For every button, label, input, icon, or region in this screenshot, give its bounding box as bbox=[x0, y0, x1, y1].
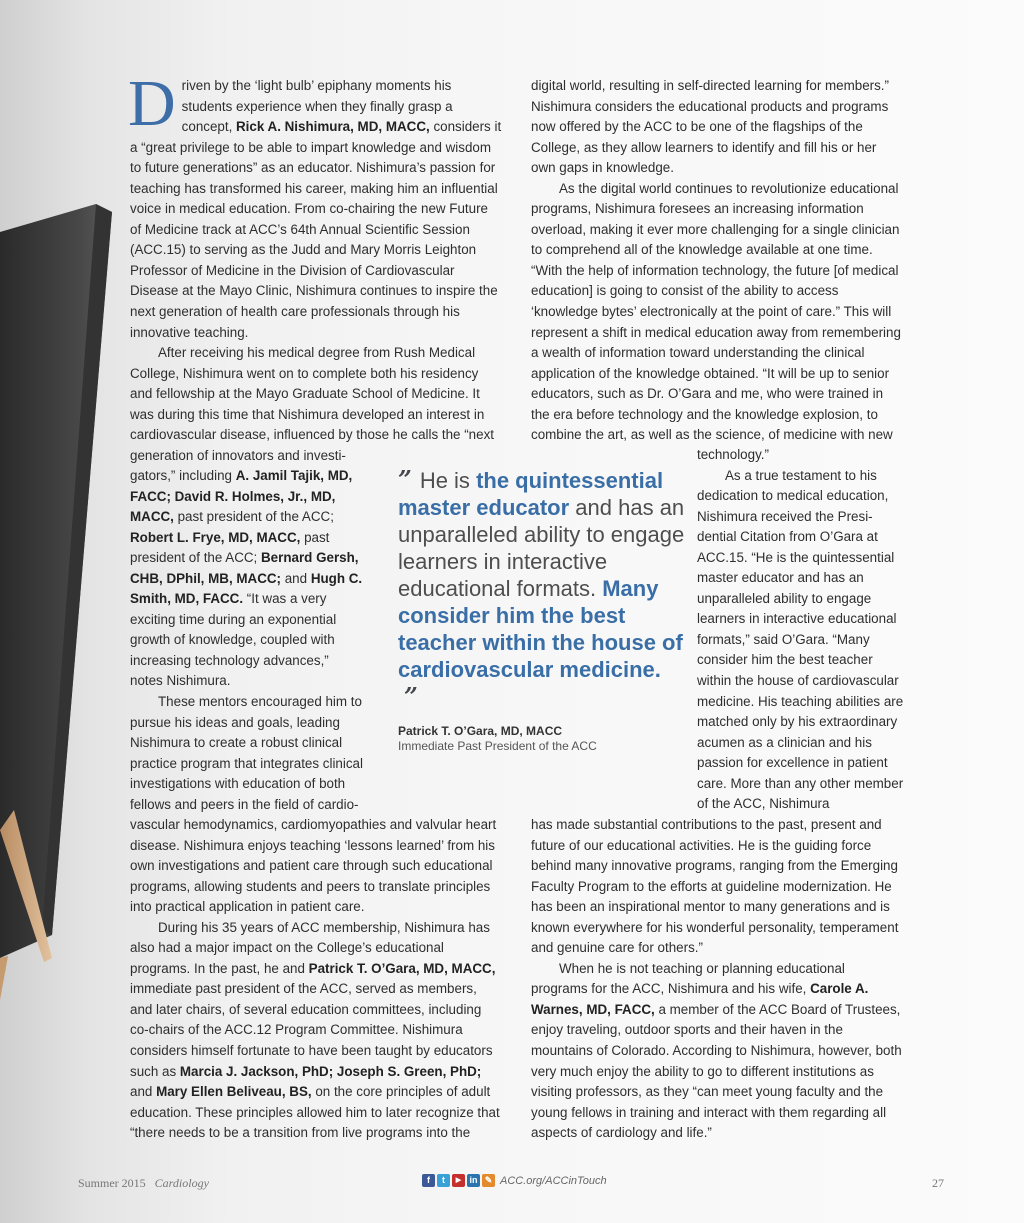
column-1-narrow: gators,” including A. Jamil Tajik, MD, FACC; David R. Holmes, Jr., MD, MACC, past president of the ACC; Robert L. Frye, MD, MACC, past president of the ACC; Bernard Gersh, CHB, DPhil, MB, MACC; and Hugh C. Smith, MD, FACC. “It was a very exciting time during an exponential growth of knowledge, coupled with increasing technology advances,” notes Nishimura. These mentors encouraged him to pursue his ideas and goals, leading Nishimura to create a robust clinical practice program that integrates clinical investigations with education of both fellows and peers in the field of cardio- bbox=[130, 466, 365, 815]
social-url-link[interactable]: ACC.org/ACCinTouch bbox=[500, 1174, 607, 1187]
person-name: Robert L. Frye, MD, MACC, bbox=[130, 529, 301, 545]
quote-attribution-name: Patrick T. O’Gara, MD, MACC bbox=[398, 724, 563, 738]
paragraph: digital world, resulting in self-directed learning for members.” Nishimura considers the educational products and programs now offered by the ACC to be one of the flagships of the College, as they allow learners to identify and fill his or her own gaps in knowledge. bbox=[531, 78, 889, 176]
person-name: Bernard Gersh, CHB, DPhil, MB, MACC; bbox=[130, 550, 359, 586]
paragraph: As the digital world continues to revolutionize educational programs, Nishimura foresees an increasing information overload, making it ever more challenging for a single clinician to comprehend all of the knowledge available at one time. “With the help of information technology, the future [of medical education] is going to consist of the ability to access ‘knowledge bytes’ electronically at the point of care.” This will represent a shift in medical education away from remembering a wealth of information toward understanding the clinical application of the knowledge obtained. “It will be up to senior educators, such as Dr. O’Gara and me, who were trained in the era before technology and the knowledge explosion, to combine the art, as well as the science, of medicine with new bbox=[531, 180, 901, 443]
quote-attribution-role: Immediate Past President of the ACC bbox=[398, 739, 597, 753]
issue-date: Summer 2015 bbox=[78, 1176, 146, 1190]
person-name: Hugh C. Smith, MD, FACC. bbox=[130, 570, 363, 607]
pull-quote: ” He is the quintessential master educator and has an unparalleled ability to engage learners in interactive educational formats. Many consider him the best teacher within the house of cardiovascular medicine. ” Patrick T. O’Gara, MD, MACC Immediate Past President of the ACC bbox=[398, 466, 688, 753]
column-1-lower: vascular hemodynamics, cardiomyopathies and valvular heart disease. Nishimura enjoys teaching ‘lessons learned’ from his own investigations and patient care through such educational programs, allowing students and peers to translate principles into practical application in patient care. During his 35 years of ACC membership, Nishimura has also had a major impact on the College’s educational programs. In the past, he and Patrick T. O’Gara, MD, MACC, immediate past president of the ACC, served as members, and later chairs, of several education committees, including co-chairs of the ACC.12 Program Committee. Nishimura considers himself fortunate to have been taught by educators such as Marcia J. Jackson, PhD; Joseph S. Green, PhD; and Mary Ellen Beliveau, BS, on the core principles of adult education. These principles allowed him to later recognize that “there needs to be a transition from live programs into the bbox=[130, 815, 502, 1144]
person-name: Mary Ellen Beliveau, BS, bbox=[156, 1084, 312, 1100]
paragraph: technology.” bbox=[697, 447, 769, 462]
paragraph: After receiving his medical degree from Rush Medical College, Nishimura went on to complete both his residency and fellowship at the Mayo Graduate School of Medicine. It was during this time that Nishimura developed an interest in cardiovascular disease, influenced by those he calls the “next generation of innovators and investi- bbox=[130, 345, 494, 463]
facebook-icon[interactable]: f bbox=[422, 1174, 435, 1187]
person-name: Carole A. Warnes, MD, FACC, bbox=[531, 981, 869, 1017]
social-links bbox=[422, 1174, 607, 1187]
paragraph: These mentors encouraged him to pursue his ideas and goals, leading Nishimura to create a robust clinical practice program that integrates clinical investigations with education of both fellows and peers in the field of cardio- bbox=[130, 694, 363, 812]
page-number: 27 bbox=[932, 1176, 944, 1190]
twitter-icon[interactable]: t bbox=[437, 1174, 450, 1187]
linkedin-icon[interactable]: in bbox=[467, 1174, 480, 1187]
person-name: Rick A. Nishimura, MD, MACC, bbox=[236, 119, 430, 135]
person-name: A. Jamil Tajik, MD, FACC; David R. Holmes, Jr., MD, MACC, bbox=[130, 468, 353, 525]
person-name: Marcia J. Jackson, PhD; Joseph S. Green, PhD; bbox=[179, 1063, 482, 1079]
column-1: D riven by the ‘light bulb’ epiphany moments his students experience when they finally grasp a concept, Rick A. Nishimura, MD, MACC, considers it a “great privilege to be able to impart knowledge and wisdom to future generations” as an educator. Nishimura’s passion for teaching has transformed his career, making him an influential voice in medical education. From co-chairing the new Future of Medicine track at ACC’s 64th Annual Scientific Session (ACC.15) to serving as the Judd and Mary Morris Leighton Professor of Medicine in the Division of Cardiovascular Disease at the Mayo Clinic, Nishimura continues to inspire the next generation of health care professionals through his innovative teaching. After receiving his medical degree from Rush Medical College, Nishimura went on to complete both his residency and fellowship at the Mayo Graduate School of Medicine. It was during this time that Nishimura developed an interest in cardiovascular disease, influenced by those he calls the “next generation of innovators and investi- bbox=[130, 76, 502, 466]
column-2 bbox=[531, 76, 903, 446]
close-quote-icon: ” bbox=[404, 682, 416, 711]
magazine-name: Cardiology bbox=[154, 1176, 209, 1190]
blog-icon[interactable]: ✎ bbox=[482, 1174, 495, 1187]
person-name: Patrick T. O’Gara, MD, MACC, bbox=[308, 960, 496, 976]
youtube-icon[interactable]: ▶ bbox=[452, 1174, 465, 1187]
footer-issue bbox=[78, 1176, 209, 1191]
paragraph: vascular hemodynamics, cardiomyopathies and valvular heart disease. Nishimura enjoys teaching ‘lessons learned’ from his own investigations and patient care through such educational programs, allowing students and peers to translate principles into practical application in patient care. bbox=[130, 817, 497, 915]
column-2-lower: has made substantial contributions to the past, present and future of our educational activities. He is the guiding force behind many innovative programs, ranging from the Emerging Faculty Program to the efforts at guideline modernization. He has been an inspirational mentor to many generations and is known everywhere for his wonderful personality, temperament and genuine care for others.” When he is not teaching or planning educational programs for the ACC, Nishimura and his wife, Carole A. Warnes, MD, FACC, a member of the ACC Board of Trustees, enjoy traveling, outdoor sports and their haven in the mountains of Colorado. According to Nishimura, however, both very much enjoy the ability to go to different institutions as visiting professors, as they “can meet young faculty and the young fellows in training and interact with them regarding all aspects of cardiology and life.” bbox=[531, 817, 902, 1141]
easel-photo bbox=[0, 0, 120, 1000]
open-quote-icon: ” bbox=[398, 465, 410, 494]
column-2-narrow bbox=[697, 445, 907, 815]
paragraph: has made substantial contributions to the past, present and future of our educational activities. He is the guiding force behind many innovative programs, ranging from the Emerging Faculty Program to the efforts at guideline modernization. He has been an inspirational mentor to many generations and is known everywhere for his wonderful personality, temperament and genuine care for others.” bbox=[531, 817, 899, 956]
dropcap: D bbox=[128, 67, 176, 140]
paragraph: As a true testament to his dedication to medical education, Nishimura received the Presidential Citation from O’Gara at ACC.15. “He is the quintessential master educator and has an unparalleled ability to engage learners in interactive educational formats,” said O’Gara. “Many consider him the best teacher within the house of cardiovascular medicine. His teaching abilities are matched only by his extraordinary acumen as a clinician and his passion for excellence in patient care. More than any other member of the ACC, Nishimura bbox=[697, 467, 904, 812]
